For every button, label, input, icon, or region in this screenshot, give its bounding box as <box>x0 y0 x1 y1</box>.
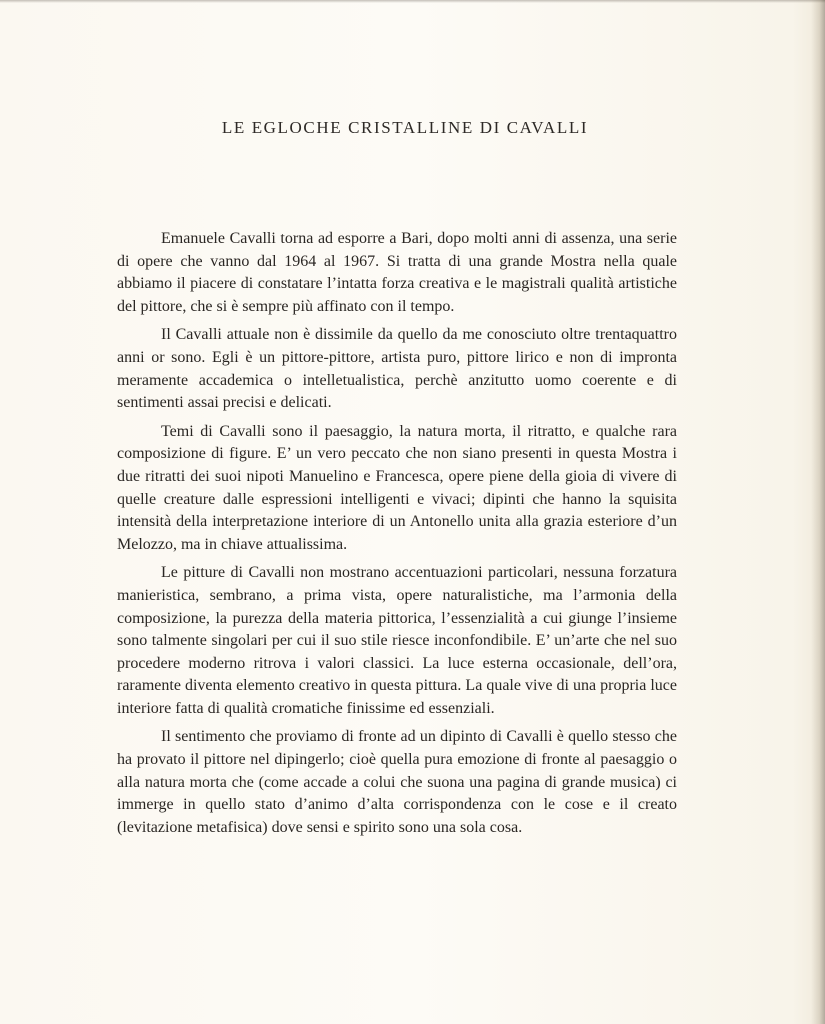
paragraph-2: Il Cavalli attuale non è dissimile da quello da me conosciuto oltre trentaquattro anni or sono. Egli è un pittore-pittore, artista puro, pittore lirico e non di impronta meramente accademica o intelletualistica, perchè anzitutto uomo coerente e di sentimenti assai precisi e delicati. <box>117 326 677 412</box>
page-title: LE EGLOCHE CRISTALLINE DI CAVALLI <box>221 118 589 137</box>
paragraph-5: Il sentimento che proviamo di fronte ad un dipinto di Cavalli è quello stesso che ha provato il pittore nel dipingerlo; cioè quella pura emozione di fronte al paesaggio o alla natura morta che (come accade a colui che suona una pagina di grande musica) ci immerge in quello stato d’animo d’alta corrispondenza con le cose e il creato (levitazione metafisica) dove sensi e spirito sono una sola cosa. <box>117 728 677 836</box>
scan-top-edge <box>0 0 825 3</box>
article-body <box>117 228 677 845</box>
paragraph-3: Temi di Cavalli sono il paesaggio, la natura morta, il ritratto, e qualche rara composizione di figure. E’ un vero peccato che non siano presenti in questa Mostra i due ritratti dei suoi nipoti Manuelino e Francesca, opere piene della gioia di vivere di quelle creature dalle espressioni intelligenti e vivaci; dipinti che hanno la squisita intensità della interpretazione interiore di un Antonello unita alla grazia esteriore d’un Melozzo, ma in chiave attualissima. <box>117 422 677 553</box>
paragraph-1: Emanuele Cavalli torna ad esporre a Bari, dopo molti anni di assenza, una serie di opere che vanno dal 1964 al 1967. Si tratta di una grande Mostra nella quale abbiamo il piacere di constatare l’intatta forza creativa e le magistrali qualità artistiche del pittore, che si è sempre più affinato con il tempo. <box>117 230 677 315</box>
paragraph-4: Le pitture di Cavalli non mostrano accentuazioni particolari, nessuna forzatura manieristica, sembrano, a prima vista, opere naturalistiche, ma l’armonia della composizione, la purezza della materia pittorica, l’essenzialità a cui giunge l’insieme sono talmente singolari per cui il suo stile riesce inconfondibile. E’ un’arte che nel suo procedere moderno ritrova i valori classici. La luce esterna occasionale, dell’ora, raramente diventa elemento creativo in questa pittura. La quale vive di una propria luce interiore fatta di qualità cromatiche finissime ed essenziali. <box>117 564 677 717</box>
page-spine-shadow <box>811 0 825 1024</box>
